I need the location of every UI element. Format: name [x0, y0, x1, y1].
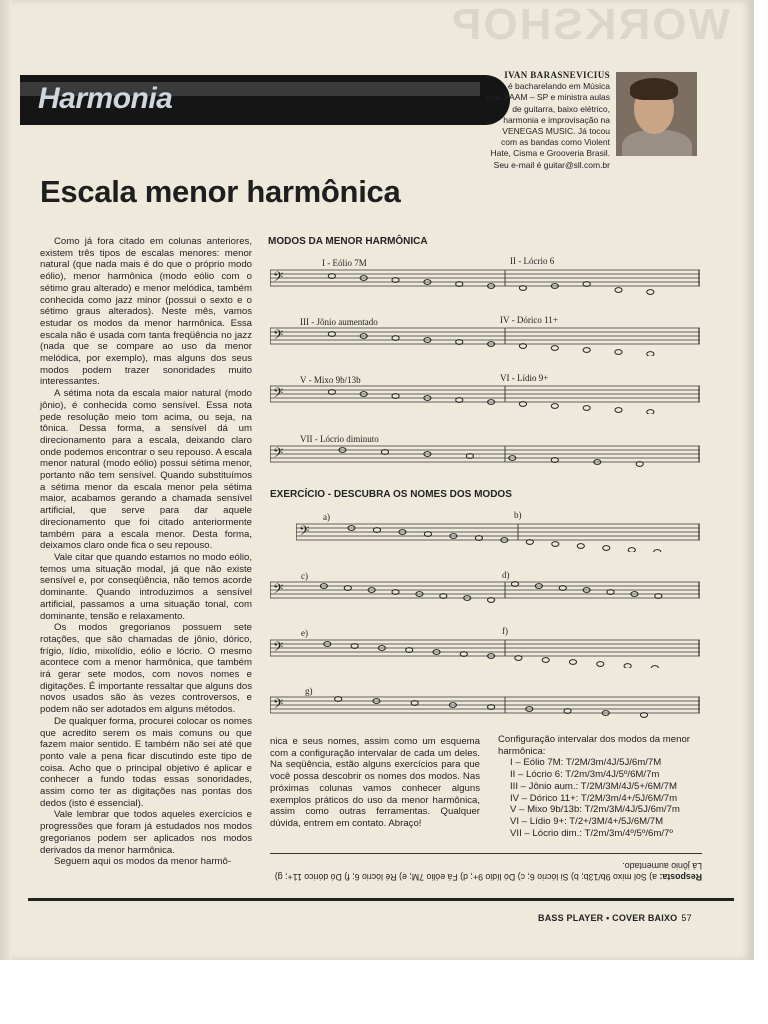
- bass-staff: [270, 689, 700, 725]
- mode-label: III - Jônio aumentado: [300, 317, 378, 327]
- bass-staff: [270, 632, 700, 668]
- mode-label: IV - Dórico 11+: [500, 315, 558, 325]
- mode-label: I - Eólio 7M: [322, 258, 367, 268]
- author-bio-line: é bacharelando em Música: [507, 81, 610, 92]
- answer-box: [272, 860, 702, 882]
- author-bio-line: com as bandas como Violent: [501, 137, 610, 148]
- answer-label: Resposta:: [659, 872, 702, 882]
- bass-staff: [270, 438, 700, 474]
- bass-clef-icon: 𝄢: [273, 269, 284, 288]
- bass-staff: [270, 320, 700, 356]
- author-bio-line: Hate, Cisma e Grooveria Brasil.: [490, 148, 610, 159]
- author-name: IVAN BARASNEVICIUS: [504, 70, 610, 80]
- mode-label: V - Mixo 9b/13b: [300, 375, 361, 385]
- whole-note: [615, 288, 622, 293]
- whole-note: [552, 542, 559, 547]
- author-photo: [616, 72, 697, 156]
- paragraph: A sétima nota da escala maior natural (modo jônio), é conhecida como sensível. Essa nota pede resolução meio tom acima, ou seja, na tônica. Dessa forma, a sensível dá um direcionamento para a escala, deixando claro onde podemos encontrar o seu repouso. A escala menor natural (modo eólio) possui sétima menor, portanto não tem sensível. Quando substituímos a sétima menor da escala menor pela sétima maior, acabamos gerando a chamada sensível artificial, que serve para dar aquele direcionamento que foi citado anteriormente também para a escala menor. Desta forma, deixamos claro onde fica o seu repouso.: [40, 388, 252, 552]
- section-title: Harmonia: [38, 82, 173, 115]
- mode-label: VI - Lídio 9+: [500, 373, 549, 383]
- author-box: [440, 70, 610, 171]
- config-row: I – Eólio 7M: T/2M/3m/4J/5J/6m/7M: [510, 757, 662, 769]
- exercise-label: f): [502, 626, 508, 636]
- exercise-label: c): [301, 571, 308, 581]
- photo-hair: [630, 78, 678, 100]
- config-row: V – Mixo 9b/13b: T/2m/3M/4J/5J/6m/7m: [510, 804, 680, 816]
- whole-note: [569, 660, 576, 665]
- whole-note: [542, 658, 549, 663]
- config-row: VI – Lídio 9+: T/2+/3M/4+/5J/6M/7M: [510, 815, 664, 827]
- paragraph: Seguem aqui os modos da menor harmô-: [54, 856, 232, 868]
- whole-note: [577, 544, 584, 549]
- whole-note: [628, 548, 635, 552]
- config-row: III – Jônio aum.: T/2M/3M/4J/5+/6M/7M: [510, 780, 677, 792]
- paragraph: Os modos gregorianos possuem sete rotações, que são chamadas de jônio, dórico, frígio, lídio, mixolídio, eólio e lócrio. O mesmo acontece com a menor harmônica, que também irá gerar sete modos, com novos nomes e digitações. É importante ressaltar que alguns dos novos usados são às vezes controversos, e podem não ser adotados em alguns métodos.: [40, 622, 252, 716]
- whole-note: [597, 662, 604, 667]
- whole-note: [647, 410, 654, 414]
- whole-note: [615, 408, 622, 413]
- whole-note: [647, 352, 654, 356]
- footer-rule: [28, 898, 734, 901]
- config-title: Configuração intervalar dos modos da menor harmônica:: [498, 734, 690, 757]
- exercise-label: d): [502, 570, 510, 580]
- page-footer: [538, 913, 692, 923]
- answer-text: a) Sol mixo 9b/13b; b) Si lócrio 6; c) Dó lídio 9+; d) Fá eólio 7M; e) Ré lócrio 6; f) Dó dórico 11+; g) Lá jônio aumentado.: [274, 861, 702, 882]
- bass-clef-icon: 𝄢: [273, 327, 284, 346]
- bass-clef-icon: 𝄢: [273, 445, 284, 464]
- author-bio-line: pela FAAM – SP e ministra aulas: [485, 92, 610, 103]
- page-number: 57: [681, 913, 692, 923]
- article-headline: Escala menor harmônica: [40, 174, 401, 209]
- whole-note: [583, 406, 590, 411]
- magazine-name: BASS PLAYER • COVER BAIXO: [538, 913, 678, 923]
- bass-staff: [270, 574, 700, 610]
- modes-title: MODOS DA MENOR HARMÔNICA: [268, 236, 428, 247]
- paragraph: Vale citar que quando estamos no modo eólio, temos uma situação modal, já que não existe sensível e, por conseqüência, não temos acorde dominante. Quando introduzimos a sensível artificial, passamos a uma situação tonal, com dominante, tensão e relaxamento.: [40, 551, 252, 622]
- whole-note: [551, 404, 558, 409]
- author-bio-line: Seu e-mail é guitar@sll.com.br: [493, 159, 610, 170]
- paragraph: Vale lembrar que todos aqueles exercícios e progressões que foram já estudados nos modos gregorianos podem ser aplicados nos modos derivados da menor harmônica.: [40, 809, 252, 856]
- bass-staff: [270, 378, 700, 414]
- bass-clef-icon: 𝄢: [273, 639, 284, 658]
- exercise-label: b): [514, 510, 522, 520]
- whole-note: [647, 290, 654, 295]
- whole-note: [654, 550, 661, 552]
- mode-label: VII - Lócrio diminuto: [300, 434, 379, 444]
- whole-note: [551, 346, 558, 351]
- paragraph: De qualquer forma, procurei colocar os nomes que acredito serem os mais comuns ou que fazem maior sentido. E também não sei até que ponto vale a pena ficar discutindo este tipo de coisa. Acho que o principal objetivo é aplicar e conhecer a fundo todas essas sonoridades, assim como ter as digitações nas pontas dos dedos (isto é essencial).: [40, 715, 252, 809]
- answer-rule: [270, 853, 702, 854]
- whole-note: [603, 546, 610, 551]
- exercise-label: e): [301, 628, 308, 638]
- config-row: VII – Lócrio dim.: T/2m/3m/4º/5º/6m/7º: [510, 827, 673, 839]
- bass-staff: [270, 262, 700, 298]
- bass-clef-icon: 𝄢: [273, 696, 284, 715]
- whole-note: [624, 664, 631, 668]
- bass-clef-icon: 𝄢: [299, 523, 310, 542]
- paragraph: Como já fora citado em colunas anteriores, existem três tipos de escalas menores: menor natural (que nada mais é do que o próprio modo eólio), menor harmônica (modo eólio com o sétimo grau alterado) e menor melódica, também conhecida como jazz minor (possui o sexto e o sétimo graus alterados). Neste mês, vamos estudar os modos da menor harmônica. Essa escala não é usada com tanta freqüência no jazz (nada que se compare ao uso da menor melódica, por exemplo), mas alguns dos seus modos podem trazer sonoridades muito interessantes.: [40, 236, 252, 388]
- author-bio-line: harmonia e improvisação na: [503, 114, 610, 125]
- bass-clef-icon: 𝄢: [273, 581, 284, 600]
- author-bio-line: de guitarra, baixo elétrico,: [512, 103, 610, 114]
- photo-body: [622, 130, 692, 156]
- bleed-through-text: WORKSHOP: [450, 0, 730, 49]
- bass-staff: [296, 516, 700, 552]
- config-row: II – Lócrio 6: T/2m/3m/4J/5º/6M/7m: [510, 769, 660, 781]
- mode-label: II - Lócrio 6: [510, 256, 555, 266]
- config-row: IV – Dórico 11+: T/2M/3m/4+/5J/6M/7m: [510, 792, 678, 804]
- page-spine: [0, 0, 12, 960]
- bass-clef-icon: 𝄢: [273, 385, 284, 404]
- exercise-label: a): [323, 512, 330, 522]
- author-bio-line: VENEGAS MUSIC. Já tocou: [502, 126, 610, 137]
- whole-note: [583, 348, 590, 353]
- whole-note: [651, 666, 658, 668]
- whole-note: [615, 350, 622, 355]
- article-column-1: [40, 236, 252, 868]
- exercise-label: g): [305, 686, 313, 696]
- exercise-title: EXERCÍCIO - DESCUBRA OS NOMES DOS MODOS: [270, 489, 512, 500]
- interval-config: [498, 734, 708, 839]
- article-column-2: nica e seus nomes, assim como um esquema com a configuração intervalar de cada um deles. Na seqüência, estão alguns exercícios para que você possa descobrir os nomes dos modos. Nas próximas colunas vamos conhecer alguns exemplos práticos do uso da menor harmônica, assim como outras ferramentas. Qualquer dúvida, entrem em contato. Abraço!: [270, 736, 480, 829]
